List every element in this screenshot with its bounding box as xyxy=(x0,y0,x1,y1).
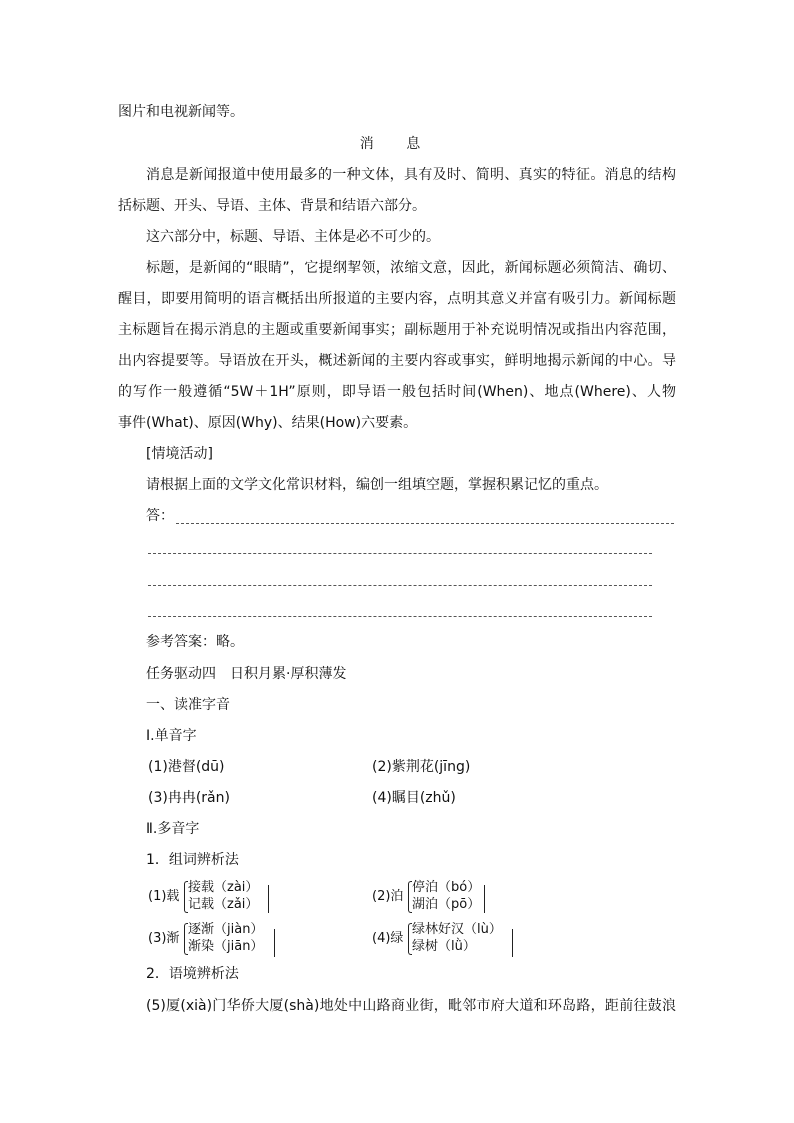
group-item: 接载（zài） xyxy=(188,880,259,895)
section-heading: 消 息 xyxy=(359,136,435,152)
single-char-item: (1)港督(dū) xyxy=(148,759,225,775)
reference-answer: 参考答案：略。 xyxy=(146,634,244,650)
text-line: 图片和电视新闻等。 xyxy=(118,104,244,120)
right-bracket xyxy=(272,929,275,957)
group-label: (3)渐 xyxy=(148,931,180,946)
answer-line[interactable] xyxy=(148,553,652,554)
paragraph-line: 标题，是新闻的“眼睛”，它提纲挈领，浓缩文意，因此，新闻标题必须简洁、确切、 xyxy=(146,260,676,276)
group-item: 停泊（bó） xyxy=(412,880,481,895)
single-char-item: (2)紫荆花(jīng) xyxy=(372,759,471,775)
group-item: 绿林好汉（lù） xyxy=(412,922,502,937)
answer-line[interactable] xyxy=(148,585,652,586)
paragraph-line: 这六部分中，标题、导语、主体是必不可少的。 xyxy=(146,229,440,245)
answer-line[interactable] xyxy=(148,616,652,617)
paragraph-line: 的写作一般遵循“5W＋1H”原则，即导语一般包括时间(When)、地点(Where)、人物 xyxy=(118,384,676,400)
paragraph-line: 消息是新闻报道中使用最多的一种文体，具有及时、简明、真实的特征。消息的结构 xyxy=(146,167,676,183)
paragraph-line: 醒目，即要用简明的语言概括出所报道的主要内容，点明其意义并富有吸引力。新闻标题 xyxy=(118,291,676,307)
answer-line[interactable] xyxy=(176,523,674,524)
single-char-item: (4)瞩目(zhǔ) xyxy=(372,790,456,806)
paragraph-line: 出内容提要等。导语放在开头，概述新闻的主要内容或事实，鲜明地揭示新闻的中心。导 xyxy=(118,353,676,369)
group-label: (2)泊 xyxy=(372,889,404,904)
activity-label: [情境活动] xyxy=(146,446,213,462)
task-instruction: 请根据上面的文学文化常识材料，编创一组填空题，掌握积累记忆的重点。 xyxy=(146,477,608,493)
section-title: 任务驱动四 日积月累·厚积薄发 xyxy=(146,666,347,682)
method-title: 2．语境辨析法 xyxy=(146,966,239,982)
group-item: 记载（zǎi） xyxy=(188,897,259,912)
subsection-title: 一、读准字音 xyxy=(146,697,230,713)
group-label: (1)载 xyxy=(148,889,180,904)
single-char-item: (3)冉冉(rǎn) xyxy=(148,790,230,806)
answer-label: 答： xyxy=(146,508,174,524)
right-bracket xyxy=(482,885,485,913)
polyphone-group xyxy=(148,921,288,957)
method-title: 1．组词辨析法 xyxy=(146,852,239,868)
group-item: 逐渐（jiàn） xyxy=(188,922,264,937)
paragraph-line: (5)厦(xià)门华侨大厦(shà)地处中山路商业街，毗邻市府大道和环岛路，距前往鼓浪 xyxy=(146,998,676,1014)
paragraph-line: 主标题旨在揭示消息的主题或重要新闻事实；副标题用于补充说明情况或指出内容范围， xyxy=(118,322,676,338)
polyphone-group xyxy=(372,921,522,957)
group-item: 渐染（jiān） xyxy=(188,939,264,954)
right-bracket xyxy=(266,885,269,913)
subsection-title: Ⅰ.单音字 xyxy=(146,728,197,744)
paragraph-line: 括标题、开头、导语、主体、背景和结语六部分。 xyxy=(118,198,426,214)
group-item: 湖泊（pō） xyxy=(412,897,481,912)
polyphone-group xyxy=(372,879,502,915)
group-label: (4)绿 xyxy=(372,931,404,946)
subsection-title: Ⅱ.多音字 xyxy=(146,821,200,837)
polyphone-group xyxy=(148,879,278,915)
group-item: 绿树（lǜ） xyxy=(412,939,476,954)
right-bracket xyxy=(510,929,513,957)
paragraph-line: 事件(What)、原因(Why)、结果(How)六要素。 xyxy=(118,415,418,431)
